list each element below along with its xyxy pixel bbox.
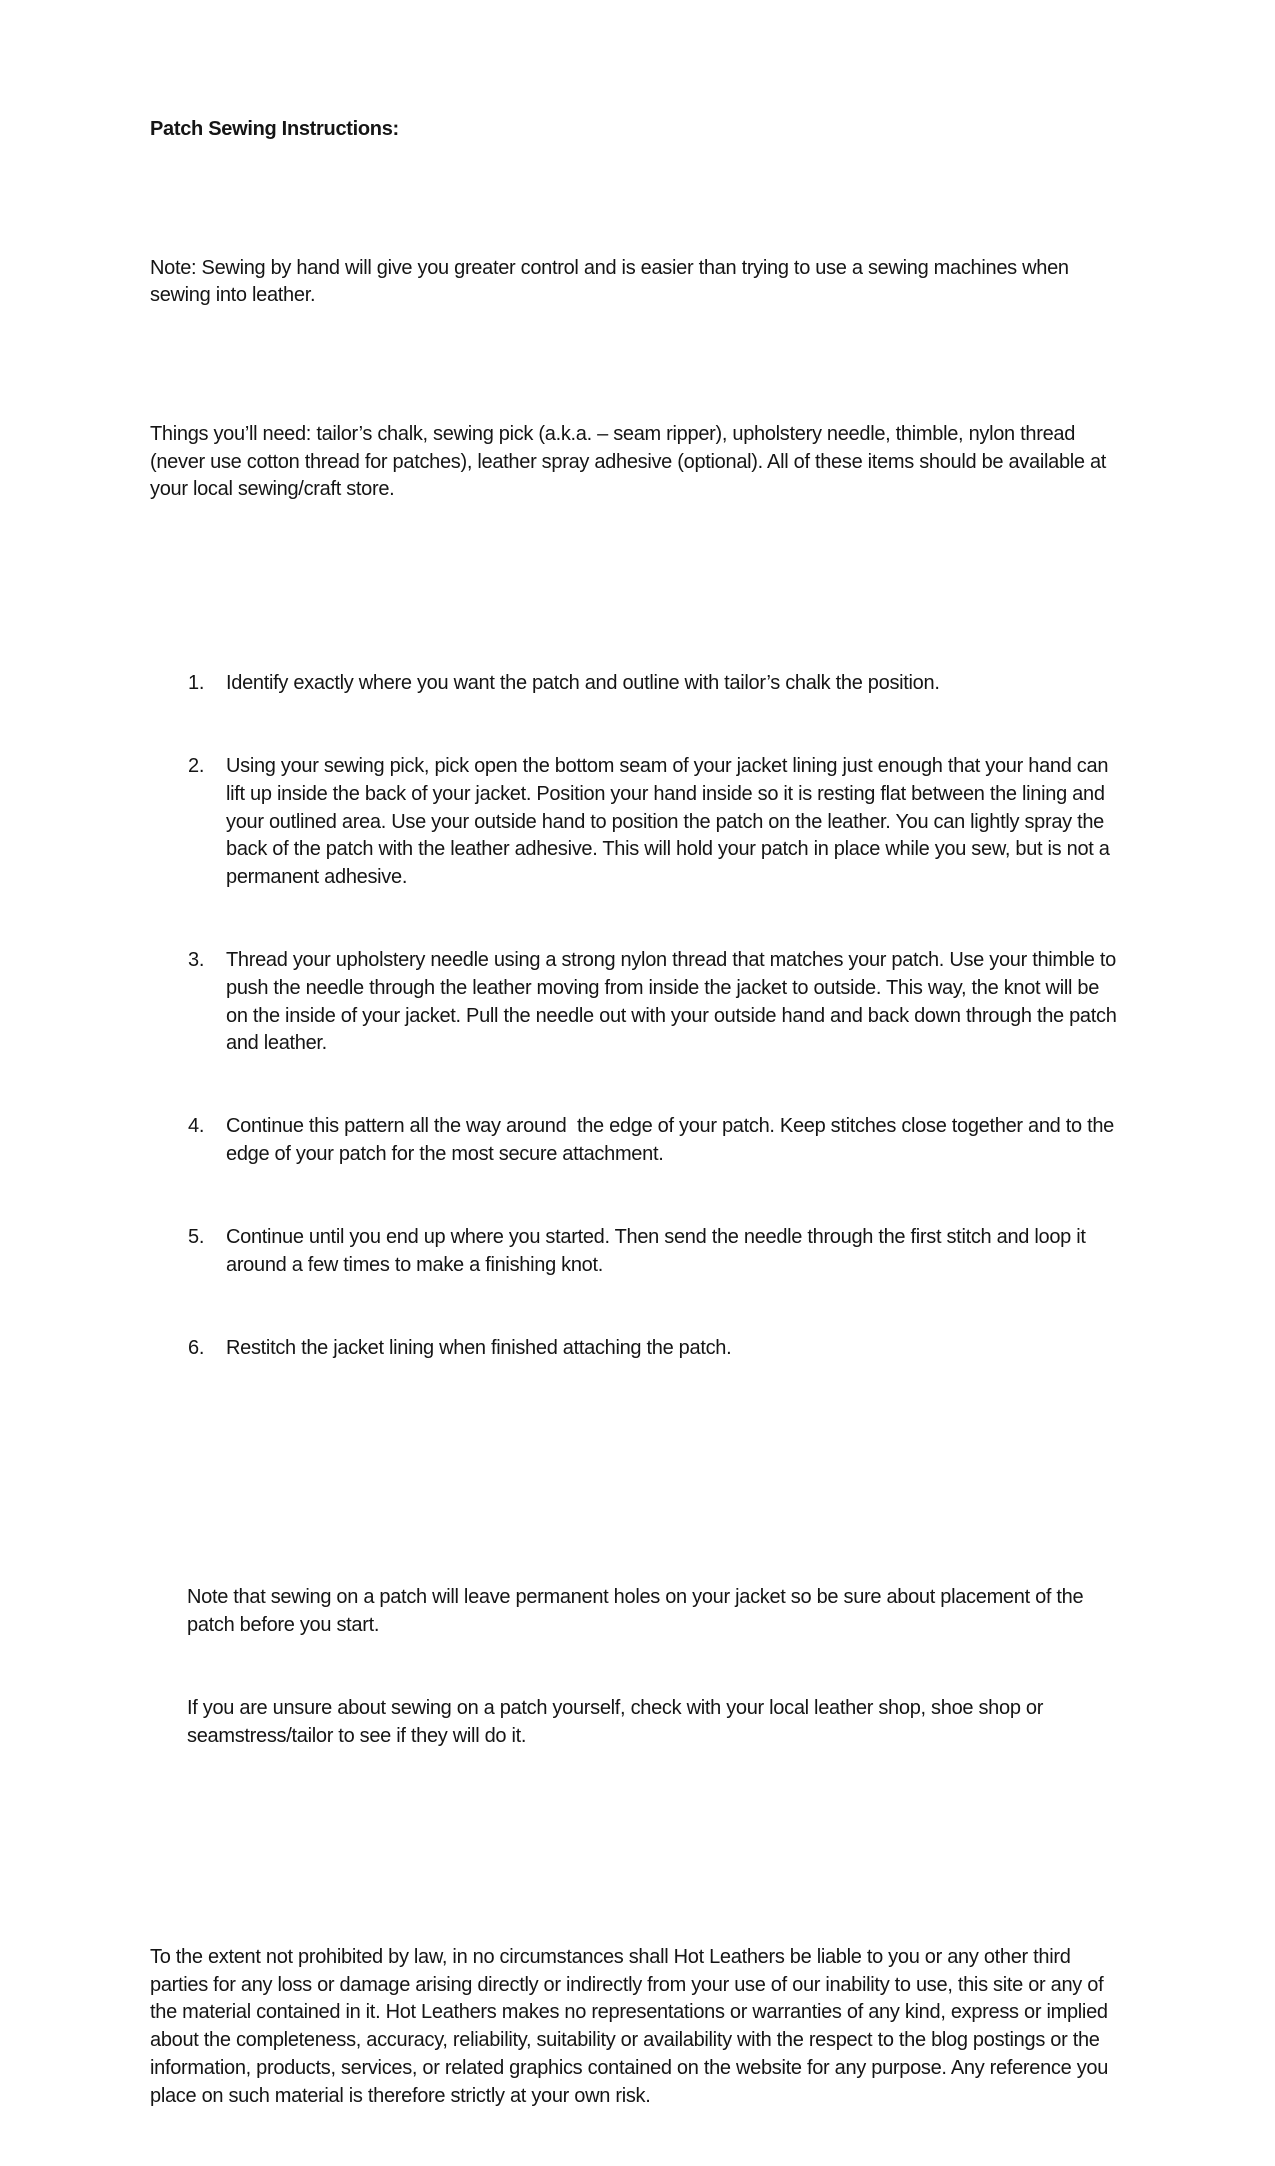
diy-alternative-note: If you are unsure about sewing on a patch yourself, check with your local leather shop, shoe shop or seamstress/tailor to see if they will do it. bbox=[187, 1697, 1049, 1747]
step-text: Identify exactly where you want the patch and outline with tailor’s chalk the position. bbox=[226, 672, 940, 695]
step-number: 5. bbox=[188, 1226, 205, 1249]
step-text: Continue this pattern all the way around the edge of your patch. Keep stitches close together and to the edge of your patch for the most secure attachment. bbox=[226, 1115, 1120, 1166]
page-title: Patch Sewing Instructions: bbox=[150, 118, 399, 141]
step-text: Thread your upholstery needle using a strong nylon thread that matches your patch. Use your thimble to push the needle through the leather moving from inside the jacket to outside. This way, the knot will be on the inside of your jacket. Pull the needle out with your outside hand and back down through the patch and leather. bbox=[226, 949, 1122, 1055]
materials-paragraph: Things you’ll need: tailor’s chalk, sewing pick (a.k.a. – seam ripper), upholstery needle, thimble, nylon thread (never use cotton thread for patches), leather spray adhesive (optional). All of these items should be available at your local sewing/craft store. bbox=[150, 422, 1112, 501]
step-number: 3. bbox=[188, 949, 205, 972]
document-page bbox=[150, 0, 1125, 2166]
step-item-1 bbox=[188, 670, 1125, 698]
step-item-5 bbox=[188, 1224, 1125, 1279]
step-item-4 bbox=[188, 1113, 1125, 1168]
closing-notes bbox=[187, 1529, 1125, 1806]
step-item-3 bbox=[188, 947, 1125, 1058]
disclaimer-paragraph: To the extent not prohibited by law, in no circumstances shall Hot Leathers be liable to you or any other third parties for any loss or damage arising directly or indirectly from your use of our inability to use, this site or any of the material contained in it. Hot Leathers makes no representations or warranties of any kind, express or implied about the completeness, accuracy, reliability, suitability or availability with the respect to the blog postings or the information, products, services, or related graphics contained on the website for any purpose. Any reference you place on such material is therefore strictly at your own risk. bbox=[150, 1946, 1114, 2107]
step-number: 4. bbox=[188, 1115, 205, 1138]
step-text: Restitch the jacket lining when finished attaching the patch. bbox=[226, 1337, 732, 1359]
placement-note: Note that sewing on a patch will leave permanent holes on your jacket so be sure about placement of the patch before you start. bbox=[187, 1586, 1089, 1637]
step-number: 2. bbox=[188, 755, 205, 778]
note-paragraph: Note: Sewing by hand will give you greater control and is easier than trying to use a sewing machines when sewing into leather. bbox=[150, 256, 1074, 307]
step-number: 6. bbox=[188, 1337, 205, 1359]
step-item-6 bbox=[188, 1335, 1125, 1363]
step-number: 1. bbox=[188, 672, 205, 695]
step-item-2 bbox=[188, 753, 1125, 892]
steps-list bbox=[188, 615, 1125, 1418]
step-text: Continue until you end up where you started. Then send the needle through the first stitch and loop it around a few times to make a finishing knot. bbox=[226, 1226, 1091, 1276]
step-text: Using your sewing pick, pick open the bottom seam of your jacket lining just enough that your hand can lift up inside the back of your jacket. Position your hand inside so it is resting flat between the lining and your outlined area. Use your outside hand to position the patch on the leather. You can lightly spray the back of the patch with the leather adhesive. This will hold your patch in place while you sew, but is not a permanent adhesive. bbox=[226, 755, 1115, 889]
